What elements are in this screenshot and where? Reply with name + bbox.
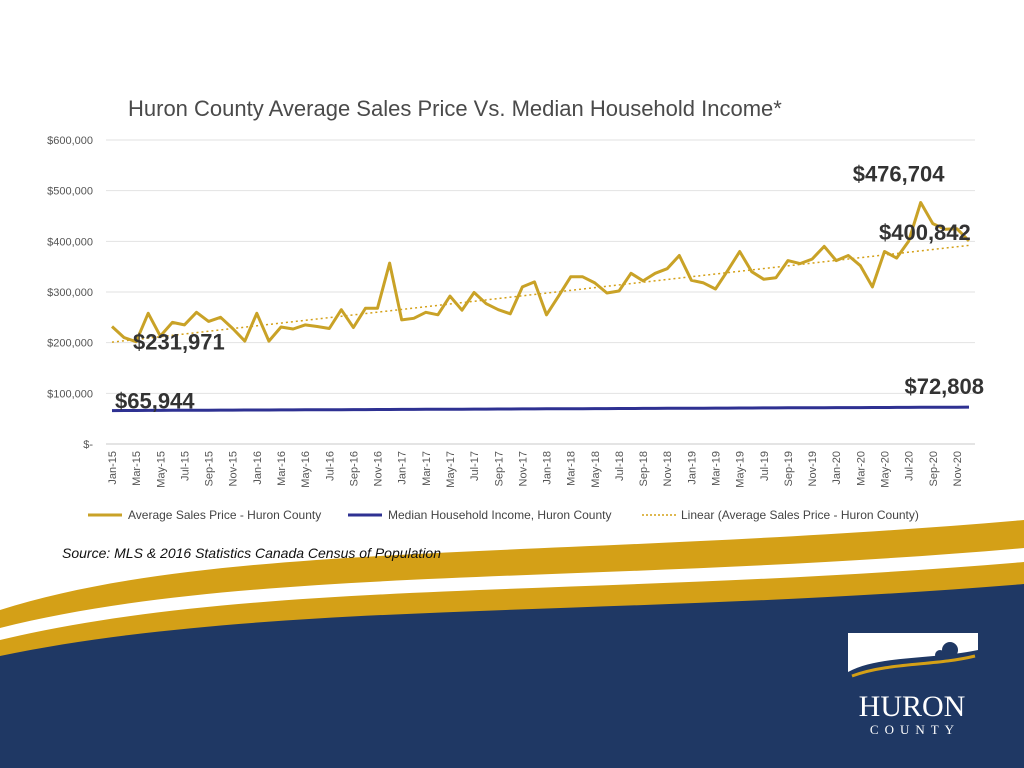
- x-tick-label: May-16: [300, 451, 313, 488]
- legend-trend: Linear (Average Sales Price - Huron County): [681, 508, 919, 522]
- x-tick-label: Sep-19: [782, 451, 795, 487]
- x-tick-label: Nov-19: [807, 451, 820, 487]
- x-tick-label: Mar-17: [420, 451, 433, 486]
- y-tick-label: $300,000: [47, 287, 93, 299]
- y-tick-label: $100,000: [47, 388, 93, 401]
- x-tick-label: Jul-18: [613, 451, 626, 481]
- x-axis: [107, 451, 964, 488]
- legend-income: Median Household Income, Huron County: [388, 508, 612, 522]
- y-tick-label: $600,000: [47, 135, 93, 147]
- x-tick-label: Mar-15: [131, 451, 144, 486]
- x-tick-label: Jul-19: [758, 451, 771, 481]
- x-tick-label: Jul-15: [179, 451, 192, 481]
- x-tick-label: Nov-18: [662, 451, 675, 487]
- x-tick-label: Nov-16: [372, 451, 385, 487]
- x-tick-label: Jan-17: [396, 451, 409, 485]
- callout-label: $400,842: [879, 219, 971, 245]
- x-tick-label: May-20: [879, 451, 892, 488]
- y-axis: [47, 135, 93, 451]
- x-tick-label: Nov-20: [951, 451, 964, 487]
- x-tick-label: Sep-18: [638, 451, 651, 487]
- logo-name: HURON: [858, 690, 966, 723]
- x-tick-label: Nov-17: [517, 451, 530, 487]
- callouts: [115, 161, 984, 413]
- x-tick-label: Jul-16: [324, 451, 337, 481]
- x-tick-label: Jul-20: [903, 451, 916, 481]
- callout-label: $231,971: [133, 329, 225, 355]
- x-tick-label: May-17: [444, 451, 457, 488]
- x-tick-label: Mar-16: [275, 451, 288, 486]
- series: [112, 203, 969, 411]
- x-tick-label: Sep-15: [203, 451, 216, 487]
- y-tick-label: $400,000: [47, 236, 93, 249]
- x-tick-label: May-19: [734, 451, 747, 488]
- x-tick-label: Jan-20: [831, 451, 844, 485]
- x-tick-label: Jan-15: [107, 451, 119, 485]
- y-tick-label: $-: [83, 439, 93, 451]
- legend: [88, 508, 919, 522]
- x-tick-label: Mar-20: [855, 451, 868, 486]
- x-tick-label: Sep-16: [348, 451, 361, 487]
- x-tick-label: Nov-15: [227, 451, 240, 487]
- x-tick-label: Mar-19: [710, 451, 723, 486]
- callout-label: $476,704: [852, 161, 945, 187]
- callout-label: $72,808: [904, 374, 984, 400]
- sales-line: [112, 203, 969, 342]
- x-tick-label: May-15: [155, 451, 168, 488]
- gridlines: [106, 140, 975, 444]
- x-tick-label: Sep-17: [493, 451, 506, 487]
- chart-title: Huron County Average Sales Price Vs. Median Household Income*: [128, 96, 782, 121]
- x-tick-label: May-18: [589, 451, 602, 488]
- y-tick-label: $200,000: [47, 337, 93, 350]
- x-tick-label: Jan-18: [541, 451, 554, 485]
- x-tick-label: Jan-16: [251, 451, 264, 485]
- source-note: Source: MLS & 2016 Statistics Canada Census of Population: [62, 545, 441, 561]
- x-tick-label: Jul-17: [469, 451, 482, 481]
- x-tick-label: Sep-20: [927, 451, 940, 487]
- logo-sub: COUNTY: [869, 722, 961, 737]
- x-tick-label: Mar-18: [565, 451, 578, 486]
- income-line: [112, 407, 969, 411]
- x-tick-label: Jan-19: [686, 451, 699, 485]
- huron-county-logo: [848, 633, 978, 737]
- y-tick-label: $500,000: [47, 185, 93, 198]
- legend-sales: Average Sales Price - Huron County: [128, 508, 322, 522]
- callout-label: $65,944: [115, 388, 195, 414]
